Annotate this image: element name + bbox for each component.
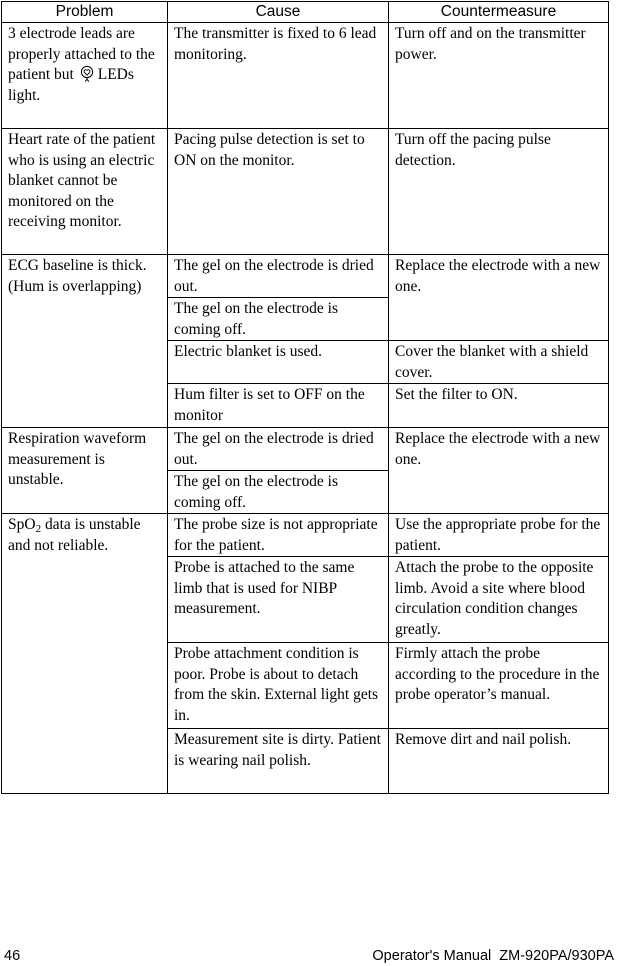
countermeasure-cell: Remove dirt and nail polish. [389,729,609,794]
problem-text-subscript: 2 [35,523,42,535]
problem-cell: Heart rate of the patient who is using an electric blanket cannot be monitored on the receiving monitor. [2,129,168,255]
countermeasure-cell: Cover the blanket with a shield cover. [389,341,609,384]
problem-text: ECG baseline is thick. [8,257,147,274]
cause-cell: The transmitter is fixed to 6 lead monitoring. [168,23,389,129]
problem-text: 3 electrode leads are properly attached to the patient but [8,25,155,83]
countermeasure-cell: Attach the probe to the opposite limb. Avoid a site where blood circulation condition changes greatly. [389,557,609,643]
cause-cell: The gel on the electrode is dried out. [168,255,389,298]
table-row [2,23,609,129]
cause-cell: Probe is attached to the same limb that is used for NIBP measurement. [168,557,389,643]
cause-cell: The gel on the electrode is coming off. [168,298,389,341]
countermeasure-cell: Turn off and on the transmitter power. [389,23,609,129]
problem-cell [2,514,168,794]
table-row [2,428,609,471]
countermeasure-cell: Firmly attach the probe according to the procedure in the probe operator’s manual. [389,643,609,729]
table-header-row [2,2,609,23]
problem-note: (Hum is overlapping) [8,277,142,295]
problem-cell [2,23,168,129]
cause-cell: Measurement site is dirty. Patient is wearing nail polish. [168,729,389,794]
cause-cell: The gel on the electrode is dried out. [168,428,389,471]
countermeasure-cell: Replace the electrode with a new one. [389,428,609,514]
cause-cell: Pacing pulse detection is set to ON on the monitor. [168,129,389,255]
problem-text-suffix: data is unstable and not reliable. [8,516,141,554]
problem-text-prefix: SpO [8,516,36,533]
troubleshooting-table [1,1,609,794]
cause-cell: The probe size is not appropriate for the patient. [168,514,389,557]
countermeasure-cell: Turn off the pacing pulse detection. [389,129,609,255]
problem-text-continued: LEDs light. [8,66,134,104]
cause-cell: The gel on the electrode is coming off. [168,471,389,514]
problem-cell [2,255,168,428]
problem-cell: Respiration waveform measurement is unstable. [2,428,168,514]
table-row [2,129,609,255]
table-row [2,514,609,557]
header-countermeasure: Countermeasure [389,2,609,23]
cause-cell: Probe attachment condition is poor. Probe is about to detach from the skin. External light gets in. [168,643,389,729]
cause-cell: Electric blanket is used. [168,341,389,384]
cause-cell: Hum filter is set to OFF on the monitor [168,384,389,428]
header-problem: Problem [2,2,168,23]
countermeasure-cell: Use the appropriate probe for the patient. [389,514,609,557]
table-row [2,255,609,298]
heart-led-icon [80,65,94,83]
header-cause: Cause [168,2,389,23]
countermeasure-cell: Replace the electrode with a new one. [389,255,609,341]
manual-title: Operator's Manual ZM-920PA/930PA [372,948,614,964]
countermeasure-cell: Set the filter to ON. [389,384,609,428]
page-number: 46 [4,948,21,964]
